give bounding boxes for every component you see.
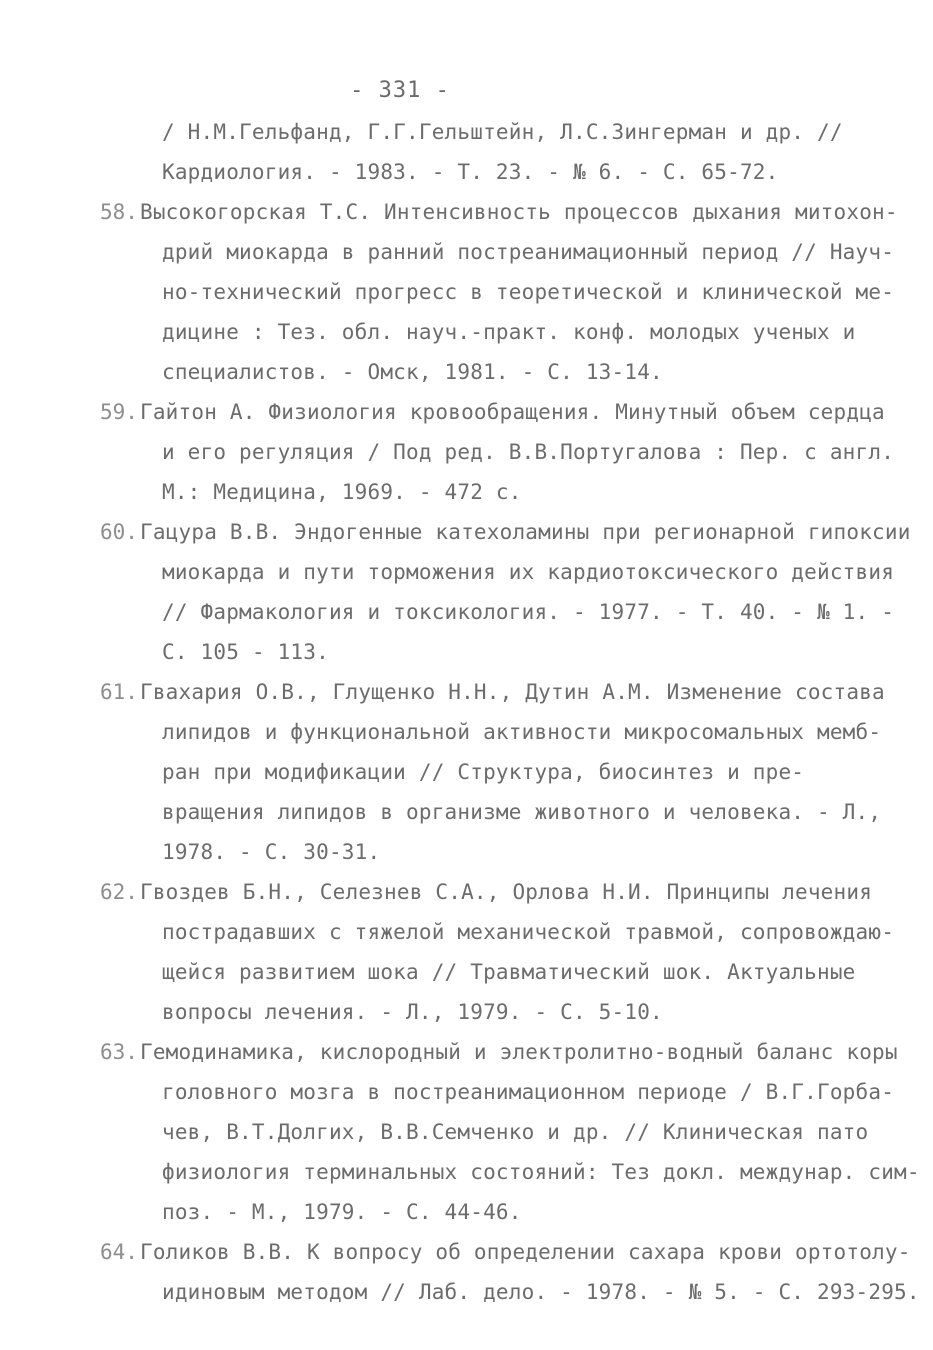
reference-line: С. 105 - 113. xyxy=(162,640,329,664)
reference-line: вопросы лечения. - Л., 1979. - С. 5-10. xyxy=(162,1000,663,1024)
reference-line: головного мозга в постреанимационном периоде / В.Г.Горба- xyxy=(162,1080,895,1104)
reference-line: липидов и функциональной активности микросомальных мемб- xyxy=(162,720,882,744)
reference-line: / Н.М.Гельфанд, Г.Г.Гельштейн, Л.С.Зингерман и др. // xyxy=(162,120,843,144)
reference-line: физиология терминальных состояний: Тез докл. междунар. сим- xyxy=(162,1160,920,1184)
reference-line: дицине : Тез. обл. науч.-практ. конф. молодых ученых и xyxy=(162,320,856,344)
reference-line: // Фармакология и токсикология. - 1977. - Т. 40. - № 1. - xyxy=(162,600,895,624)
reference-line: М.: Медицина, 1969. - 472 с. xyxy=(162,480,522,504)
reference-number: 60. xyxy=(100,520,138,544)
reference-line: специалистов. - Омск, 1981. - С. 13-14. xyxy=(162,360,663,384)
reference-number: 58. xyxy=(100,200,138,224)
reference-line: но-технический прогресс в теоретической и клинической ме- xyxy=(162,280,895,304)
reference-line: Гацура В.В. Эндогенные катехоламины при регионарной гипоксии xyxy=(140,520,911,544)
page-number: - 331 - xyxy=(350,78,450,103)
reference-line: поз. - М., 1979. - С. 44-46. xyxy=(162,1200,522,1224)
reference-line: Гемодинамика, кислородный и электролитно-водный баланс коры xyxy=(140,1040,898,1064)
reference-line: Гвоздев Б.Н., Селезнев С.А., Орлова Н.И. Принципы лечения xyxy=(140,880,873,904)
reference-number: 62. xyxy=(100,880,138,904)
reference-line: 1978. - С. 30-31. xyxy=(162,840,381,864)
reference-line: щейся развитием шока // Травматический шок. Актуальные xyxy=(162,960,856,984)
reference-line: вращения липидов в организме животного и человека. - Л., xyxy=(162,800,882,824)
reference-line: Кардиология. - 1983. - Т. 23. - № 6. - С. 65-72. xyxy=(162,160,779,184)
reference-line: Высокогорская Т.С. Интенсивность процессов дыхания митохон- xyxy=(140,200,898,224)
reference-line: и его регуляция / Под ред. В.В.Португалова : Пер. с англ. xyxy=(162,440,895,464)
reference-line: Голиков В.В. К вопросу об определении сахара крови ортотолу- xyxy=(140,1240,911,1264)
reference-line: Гвахария О.В., Глущенко Н.Н., Дутин А.М. Изменение состава xyxy=(140,680,885,704)
reference-line: чев, В.Т.Долгих, В.В.Семченко и др. // Клиническая пато xyxy=(162,1120,869,1144)
reference-number: 61. xyxy=(100,680,138,704)
reference-line: пострадавших с тяжелой механической травмой, сопровождаю- xyxy=(162,920,895,944)
reference-line: Гайтон А. Физиология кровообращения. Минутный объем сердца xyxy=(140,400,885,424)
reference-number: 63. xyxy=(100,1040,138,1064)
reference-number: 64. xyxy=(100,1240,138,1264)
reference-line: идиновым методом // Лаб. дело. - 1978. - № 5. - С. 293-295. xyxy=(162,1280,920,1304)
reference-number: 59. xyxy=(100,400,138,424)
reference-line: миокарда и пути торможения их кардиотоксического действия xyxy=(162,560,895,584)
reference-line: ран при модификации // Структура, биосинтез и пре- xyxy=(162,760,805,784)
reference-line: дрий миокарда в ранний постреанимационный период // Науч- xyxy=(162,240,895,264)
